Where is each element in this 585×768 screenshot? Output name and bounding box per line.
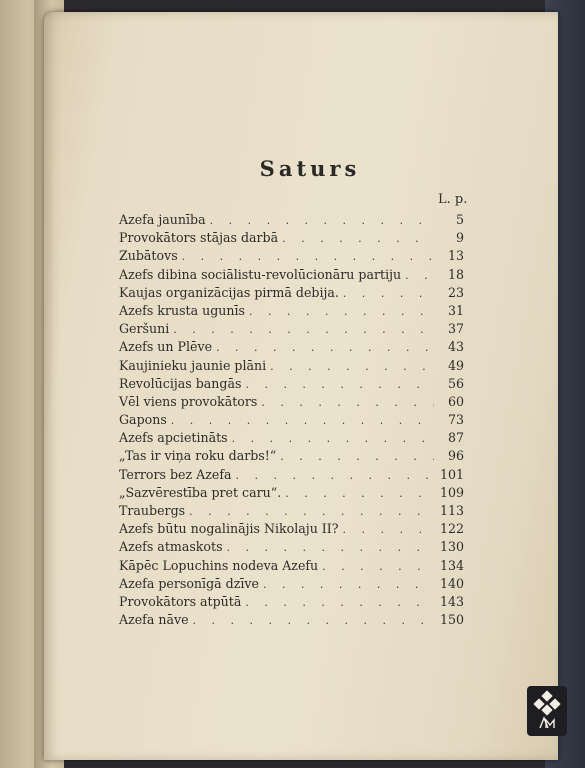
toc-entry-page: 18 [447, 266, 464, 282]
toc-entry-page: 73 [447, 412, 464, 428]
toc-entry-page: 49 [447, 357, 464, 373]
dot-leader [210, 214, 434, 227]
toc-entry [119, 412, 464, 430]
toc-entry [119, 339, 464, 357]
dot-leader [343, 523, 434, 536]
dot-leader [245, 596, 434, 609]
toc-entry [119, 521, 464, 539]
toc-entry [119, 285, 464, 303]
toc-entry [119, 503, 464, 521]
toc-entry-title: Vēl viens provokātors [119, 393, 258, 409]
dot-leader [232, 432, 434, 445]
page-column-header: L. p. [438, 192, 468, 207]
toc-entry-title: Traubergs [119, 503, 186, 518]
toc-entry [119, 539, 464, 557]
dot-leader [173, 323, 434, 336]
toc-entry-page: 56 [447, 375, 464, 391]
toc-entry-title: Revolūcijas bangās [119, 375, 242, 391]
toc-entry-title: Kaujas organizācijas pirmā debija. [119, 284, 339, 300]
toc-entry-page: 9 [455, 230, 464, 246]
toc-entry-page: 13 [447, 248, 464, 264]
toc-entry [119, 248, 464, 266]
toc-entry-title: Azefs dibina sociālistu-revolūcionāru partiju [119, 266, 402, 282]
toc-entry [119, 321, 464, 339]
toc-entry-page: 150 [439, 612, 464, 628]
dot-leader [282, 232, 434, 245]
toc-entry-page: 109 [439, 484, 464, 500]
toc-entry [119, 448, 464, 466]
toc-entry-title: Geršuni [119, 321, 170, 337]
toc-entry [119, 212, 464, 230]
toc-entry-title: Azefs un Plēve [119, 339, 213, 355]
toc-entry-page: 96 [447, 448, 464, 464]
toc-entry-page: 143 [439, 593, 464, 609]
logo-icon [527, 686, 567, 736]
dot-leader [182, 250, 434, 263]
watermark-logo [527, 686, 567, 736]
toc-entry-page: 140 [439, 575, 464, 591]
toc-entry-page: 5 [455, 212, 464, 227]
toc-entry-page: 122 [439, 521, 464, 537]
dot-leader [263, 578, 434, 591]
dot-leader [227, 541, 434, 554]
toc-entry [119, 485, 464, 503]
table-of-contents [119, 212, 464, 630]
toc-entry [119, 576, 464, 594]
dot-leader [245, 378, 434, 391]
dot-leader [249, 305, 434, 318]
toc-entry [119, 267, 464, 285]
toc-entry-title: Azefa nāve [119, 612, 189, 628]
dot-leader [193, 614, 434, 627]
toc-entry [119, 376, 464, 394]
toc-entry-page: 60 [447, 393, 464, 409]
toc-entry-title: Terrors bez Azefa [119, 466, 232, 482]
dot-leader [343, 287, 434, 300]
toc-entry [119, 467, 464, 485]
toc-entry [119, 358, 464, 376]
toc-entry-title: Kaujinieku jaunie plāni [119, 357, 267, 373]
toc-entry [119, 430, 464, 448]
toc-entry-page: 87 [447, 430, 464, 446]
toc-entry-title: Gapons [119, 412, 167, 428]
toc-entry-page: 31 [447, 302, 464, 318]
dot-leader [270, 360, 434, 373]
toc-entry-page: 23 [447, 284, 464, 300]
page-title: Saturs [259, 156, 361, 181]
toc-entry-title: Azefa jaunība [119, 212, 206, 227]
dot-leader [322, 560, 434, 573]
dot-leader [285, 487, 434, 500]
toc-entry-title: Azefs krusta ugunīs [119, 302, 245, 318]
dot-leader [189, 505, 434, 518]
toc-entry-page: 113 [439, 503, 464, 518]
dot-leader [405, 269, 434, 282]
toc-entry-title: Provokātors stājas darbā [119, 230, 279, 246]
toc-entry [119, 303, 464, 321]
toc-entry-title: Provokātors atpūtā [119, 593, 242, 609]
toc-entry-page: 37 [447, 321, 464, 337]
dot-leader [171, 414, 434, 427]
toc-entry-title: Kāpēc Lopuchins nodeva Azefu [119, 557, 319, 573]
toc-entry-page: 134 [439, 557, 464, 573]
toc-entry [119, 230, 464, 248]
toc-entry-title: Azefs būtu nogalinājis Nikolaju II? [119, 521, 339, 537]
toc-entry-title: Zubātovs [119, 248, 178, 264]
toc-entry-title: Azefa personīgā dzīve [119, 575, 259, 591]
dot-leader [216, 341, 434, 354]
toc-entry-title: „Tas ir viņa roku darbs!“ [119, 448, 277, 464]
toc-entry-title: „Sazvērestība pret caru“. [119, 484, 282, 500]
toc-entry-page: 130 [439, 539, 464, 555]
book-page [44, 12, 558, 760]
toc-entry [119, 394, 464, 412]
toc-entry [119, 612, 464, 630]
toc-entry-title: Azefs apcietināts [119, 430, 228, 446]
toc-entry-page: 101 [439, 466, 464, 482]
dot-leader [280, 450, 434, 463]
dot-leader [236, 469, 435, 482]
toc-entry-page: 43 [447, 339, 464, 355]
dot-leader [261, 396, 434, 409]
toc-entry [119, 594, 464, 612]
toc-entry-title: Azefs atmaskots [119, 539, 223, 555]
toc-entry [119, 558, 464, 576]
